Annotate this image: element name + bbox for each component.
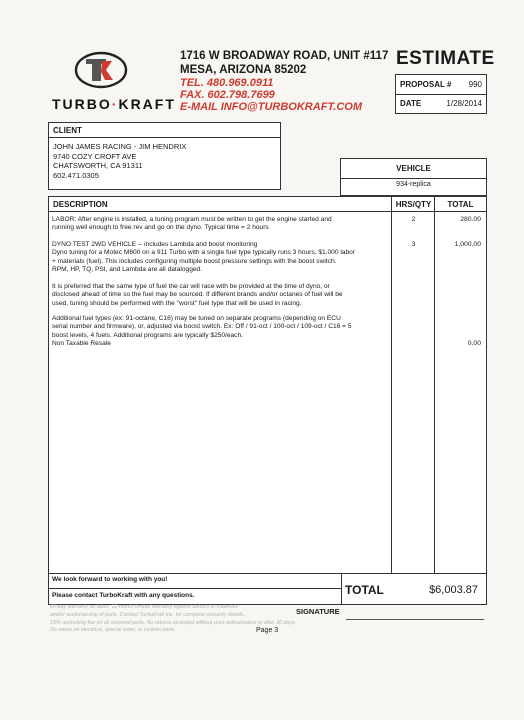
page-number: Page 3: [256, 627, 279, 634]
company-fax: FAX. 602.798.7699: [180, 89, 275, 101]
company-address-line2: MESA, ARIZONA 85202: [180, 64, 307, 76]
client-city: CHATSWORTH, CA 91311: [53, 161, 143, 170]
hrs-qty-header: HRS/QTY: [395, 200, 432, 209]
item-qty: 3: [411, 241, 416, 248]
date-row: [396, 94, 486, 113]
footer-row-divider: [49, 588, 341, 589]
item-qty: 2: [411, 216, 416, 223]
vehicle-value: 934-replica: [396, 181, 431, 188]
company-phone: TEL. 480.969.0911: [180, 77, 274, 89]
vehicle-box: [340, 158, 487, 196]
item-description: DYNO TEST 2WD VEHICLE -- includes Lambda and boost monitoring Dyno tuning for a Motec M600 on a 911 Turbo with a single fuel type typically runs 3 hours, $1,000 labor + materials (fuel). This includes configuring multiple boost pressure settings with the boost switch. RPM, HP, TQ, PSI, and Lambda are all datalogged.: [52, 241, 355, 273]
client-name: JOHN JAMES RACING - JIM HENDRIX: [53, 142, 187, 151]
item-description: Non Taxable Resale: [52, 340, 111, 347]
description-header: DESCRIPTION: [53, 200, 108, 209]
footer-message: We look forward to working with you!: [52, 576, 168, 583]
footer-divider: [341, 574, 342, 604]
table-header: [49, 197, 486, 212]
estimate-info-box: [395, 74, 487, 114]
footer-box: [48, 573, 487, 605]
client-header: CLIENT: [49, 123, 280, 138]
proposal-row: [396, 75, 486, 95]
item-description: LABOR: After engine is installed, a tuning program must be written to get the engine started and running well enough to free rev and go on the dyno. Typical time = 2 hours: [52, 216, 332, 232]
grand-total-value: $6,003.87: [429, 584, 478, 596]
item-description: Additional fuel types (ex: 91-octane, C16) may be tuned on separate programs (depending on ECU serial number and firmware), or, adjusted via boost switch. Ex: Off / 91-oct / 100-oct / 109-oct / C16 = 5 boost levels, 4 fuels. Additional programs are typically $250/each.: [52, 315, 352, 339]
vehicle-header: VEHICLE: [341, 159, 486, 179]
item-description: It is preferred that the same type of fuel the car will race with be provided at the time of dyno, or disclosed ahead of time so the fuel may be sourced. If different brands and/or octanes of fuel will be used, tuning should be performed with the "worst" fuel type that will be used in racing.: [52, 283, 343, 307]
column-divider: [434, 197, 435, 574]
client-details: [53, 142, 186, 180]
item-total: 1,000.00: [454, 241, 481, 248]
signature-line[interactable]: [346, 619, 484, 620]
column-divider: [391, 197, 392, 574]
grand-total-label: TOTAL: [345, 583, 384, 597]
company-address-line1: 1716 W BROADWAY ROAD, UNIT #117: [180, 50, 389, 62]
company-email: E-MAIL INFO@TURBOKRAFT.COM: [180, 101, 363, 113]
footer-contact-message: Please contact TurboKraft with any questions.: [52, 592, 195, 599]
date-value: 1/28/2014: [446, 99, 482, 108]
client-box: [48, 122, 281, 190]
line-items-table: [48, 196, 487, 575]
warranty-terms: 60-day warranty on labor. 12-month limited warranty against defects in materials and/or workmanship of parts. Contact TurboKraft Inc. for complete warranty details. 15% restocking fee on all returned parts. No returns accepted without prior authorization or after 30 days. No return on electrical, special order, or custom parts.: [50, 604, 297, 634]
company-logo-text: TURBO·KRAFT: [52, 96, 176, 112]
turbokraft-logo-icon: [72, 50, 130, 90]
client-street: 9740 COZY CROFT AVE: [53, 151, 137, 161]
signature-label: SIGNATURE: [296, 607, 340, 616]
total-header: TOTAL: [447, 200, 474, 209]
item-total: 280.00: [460, 216, 481, 223]
date-label: DATE: [400, 99, 422, 108]
proposal-number: 990: [468, 80, 482, 89]
estimate-title: ESTIMATE: [396, 48, 495, 69]
client-phone: 602.471.0305: [53, 170, 99, 180]
item-total: 0.00: [467, 340, 481, 347]
proposal-label: PROPOSAL #: [400, 80, 452, 89]
